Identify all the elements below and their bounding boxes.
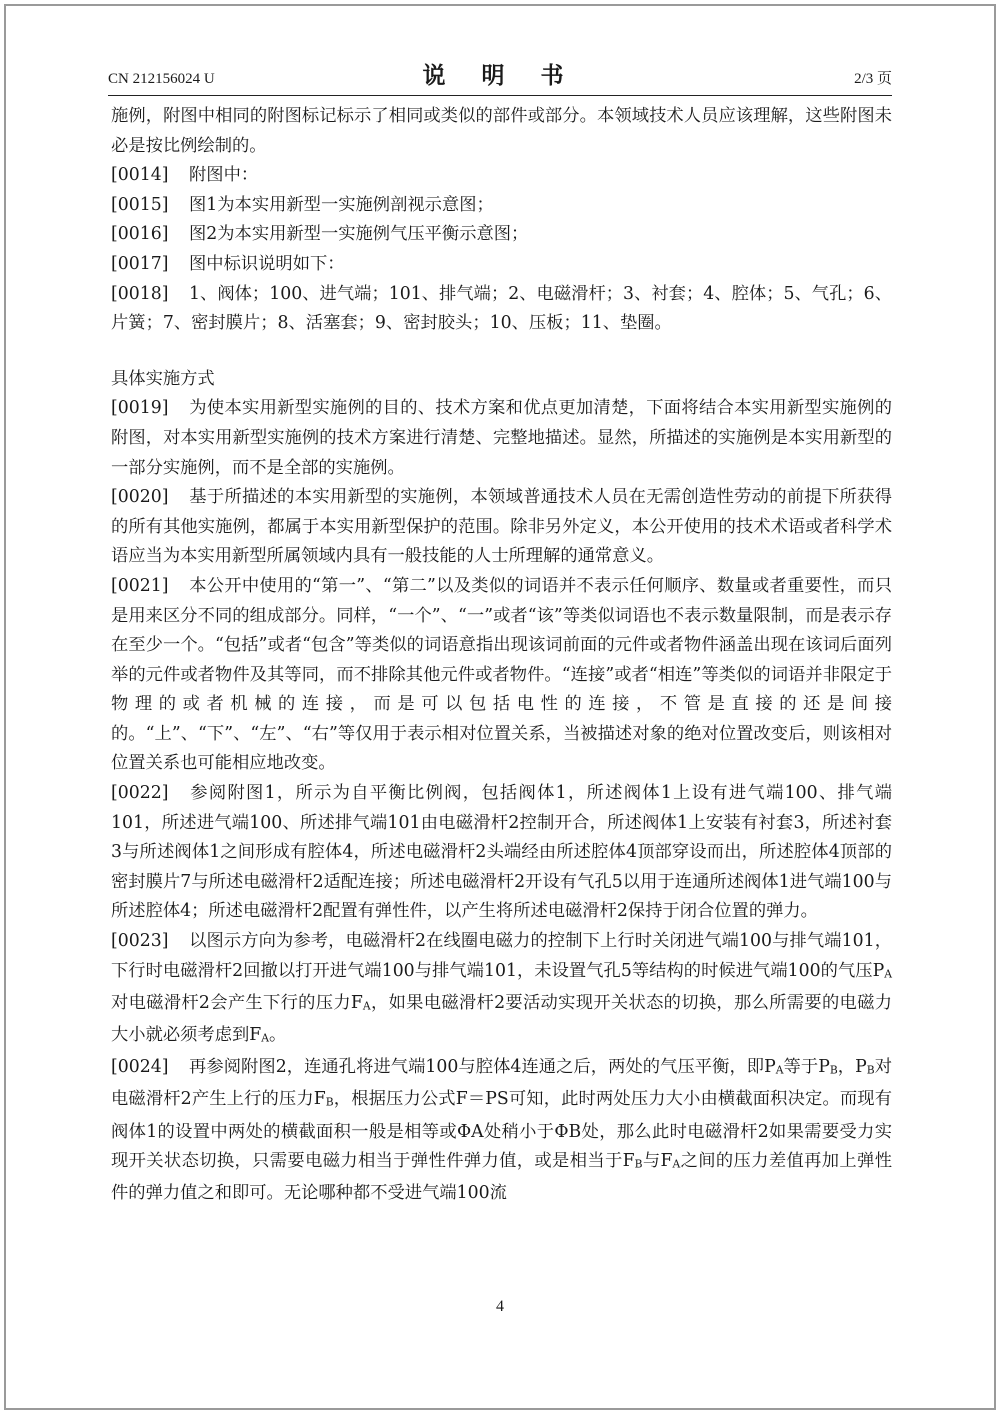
paragraph-number: [0022] xyxy=(111,783,169,804)
text-run: 。 xyxy=(269,1025,287,1045)
paragraph-text: 图2为本实用新型一实施例气压平衡示意图； xyxy=(189,224,529,245)
subscript: B xyxy=(634,1157,643,1171)
paragraph-text: 本公开中使用的“第一”、“第二”以及类似的词语并不表示任何顺序、数量或者重要性，而只是用来区分不同的组成部分。同样，“一个”、“一”或者“该”等类似词语也不表示数量限制，而是表示存在至少一个。“包括”或者“包含”等类似的词语意指出现该词前面的元件或者物件涵盖出现在该词后面列举的元件或者物件及其等同，而不排除其他元件或者物件。“连接”或者“相连”等类似的词语并非限定于物理的或者机械的连接，而是可以包括电性的连接，不管是直接的还是间接的。“上”、“下”、“左”、“右”等仅用于表示相对位置关系，当被描述对象的绝对位置改变后，则该相对位置关系也可能相应地改变。 xyxy=(111,575,892,774)
paragraph-text: 图1为本实用新型一实施例剖视示意图； xyxy=(189,194,494,215)
paragraph-0019 xyxy=(111,394,892,483)
text-run: 对电磁滑杆2会产生下行的压力F xyxy=(111,992,363,1013)
subscript: B xyxy=(829,1063,838,1077)
page-number: 4 xyxy=(496,1298,504,1315)
paragraph-number: [0021] xyxy=(111,575,169,596)
text-run: 以图示方向为参考，电磁滑杆2在线圈电磁力的控制下上行时关闭进气端100与排气端101，下行时电磁滑杆2回撤以打开进气端100与排气端101，未设置气孔5等结构的时候进气端100的气压P xyxy=(111,931,892,981)
publication-number: CN 212156024 U xyxy=(108,71,215,87)
paragraph-0016 xyxy=(111,220,892,250)
paragraph-0024 xyxy=(111,1053,892,1209)
subscript: A xyxy=(362,999,371,1013)
subscript: B xyxy=(866,1063,875,1077)
paragraph-text: 为使本实用新型实施例的目的、技术方案和优点更加清楚，下面将结合本实用新型实施例的附图，对本实用新型实施例的技术方案进行清楚、完整地描述。显然，所描述的实施例是本实用新型的一部分实施例，而不是全部的实施例。 xyxy=(111,398,892,478)
paragraph-text: 图中标识说明如下： xyxy=(189,253,345,274)
paragraph-number: [0019] xyxy=(111,398,169,419)
paragraph-0018 xyxy=(111,280,892,339)
document-title: 说 明 书 xyxy=(422,62,578,89)
paragraph-number: [0016] xyxy=(111,224,169,245)
text-run: 与F xyxy=(642,1151,673,1172)
intro-paragraph: 施例，附图中相同的附图标记标示了相同或类似的部件或部分。本领域技术人员应该理解，这些附图未必是按比例绘制的。 xyxy=(111,106,892,156)
paragraph-0022 xyxy=(111,779,892,927)
paragraph-0014 xyxy=(111,161,892,191)
paragraph-text: 基于所描述的本实用新型的实施例，本领域普通技术人员在无需创造性劳动的前提下所获得的所有其他实施例，都属于本实用新型保护的范围。除非另外定义，本公开使用的技术术语或者科学术语应当为本实用新型所属领域内具有一般技能的人士所理解的通常意义。 xyxy=(111,487,892,567)
subscript: A xyxy=(884,967,892,981)
paragraph-0015 xyxy=(111,191,892,221)
document-body xyxy=(111,102,892,1209)
paragraph-number: [0024] xyxy=(111,1057,169,1078)
paragraph-0023 xyxy=(111,927,892,1053)
paragraph-number: [0014] xyxy=(111,165,169,186)
text-run: 对电磁滑杆2产生上行的压力F xyxy=(111,1057,892,1110)
header-rule xyxy=(108,95,892,96)
section-heading: 具体实施方式 xyxy=(111,368,215,389)
page-header xyxy=(108,58,892,94)
paragraph-0020 xyxy=(111,483,892,572)
text-run: ，根据压力公式F＝PS可知，此时两处压力大小由横截面积决定。而现有阀体1的设置中两处的横截面积一般是相等或ΦA处稍小于ΦB处，那么此时电磁滑杆2如果需要受力实现开关状态切换，只需要电磁力相当于弹性件弹力值，或是相当于F xyxy=(111,1089,892,1172)
text-run: 之间的压力差值再加上弹性件的弹力值之和即可。无论哪种都不受进气端100流 xyxy=(111,1151,892,1204)
page-count: 2/3 页 xyxy=(854,71,892,87)
text-run: ，如果电磁滑杆2要活动实现开关状态的切换，那么所需要的电磁力大小就必须考虑到F xyxy=(111,992,892,1045)
paragraph-text: 参阅附图1，所示为自平衡比例阀，包括阀体1，所述阀体1上设有进气端100、排气端101，所述进气端100、所述排气端101由电磁滑杆2控制开合，所述阀体1上安装有衬套3，所述衬套3与所述阀体1之间形成有腔体4，所述电磁滑杆2头端经由所述腔体4顶部穿设而出，所述腔体4顶部的密封膜片7与所述电磁滑杆2适配连接；所述电磁滑杆2开设有气孔5以用于连通所述阀体1进气端100与所述腔体4；所述电磁滑杆2配置有弹性件，以产生将所述电磁滑杆2保持于闭合位置的弹力。 xyxy=(111,783,892,922)
paragraph-number: [0020] xyxy=(111,487,169,508)
subscript: A xyxy=(775,1063,784,1077)
text-run: ，P xyxy=(837,1057,867,1078)
subscript: A xyxy=(672,1157,681,1171)
paragraph-text: 1、阀体；100、进气端；101、排气端；2、电磁滑杆；3、衬套；4、腔体；5、气孔；6、片簧；7、密封膜片；8、活塞套；9、密封胶头；10、压板；11、垫圈。 xyxy=(111,283,892,334)
text-run: 再参阅附图2，连通孔将进气端100与腔体4连通之后，两处的气压平衡，即P xyxy=(189,1057,776,1078)
subscript: A xyxy=(261,1031,269,1045)
subscript: B xyxy=(325,1095,334,1109)
paragraph-number: [0015] xyxy=(111,194,169,215)
paragraph-number: [0018] xyxy=(111,283,169,304)
paragraph-number: [0017] xyxy=(111,253,169,274)
paragraph-0017 xyxy=(111,250,892,280)
text-run: 等于P xyxy=(783,1057,830,1078)
paragraph-text: 附图中： xyxy=(189,165,259,186)
paragraph-number: [0023] xyxy=(111,931,169,952)
paragraph-0021 xyxy=(111,572,892,779)
